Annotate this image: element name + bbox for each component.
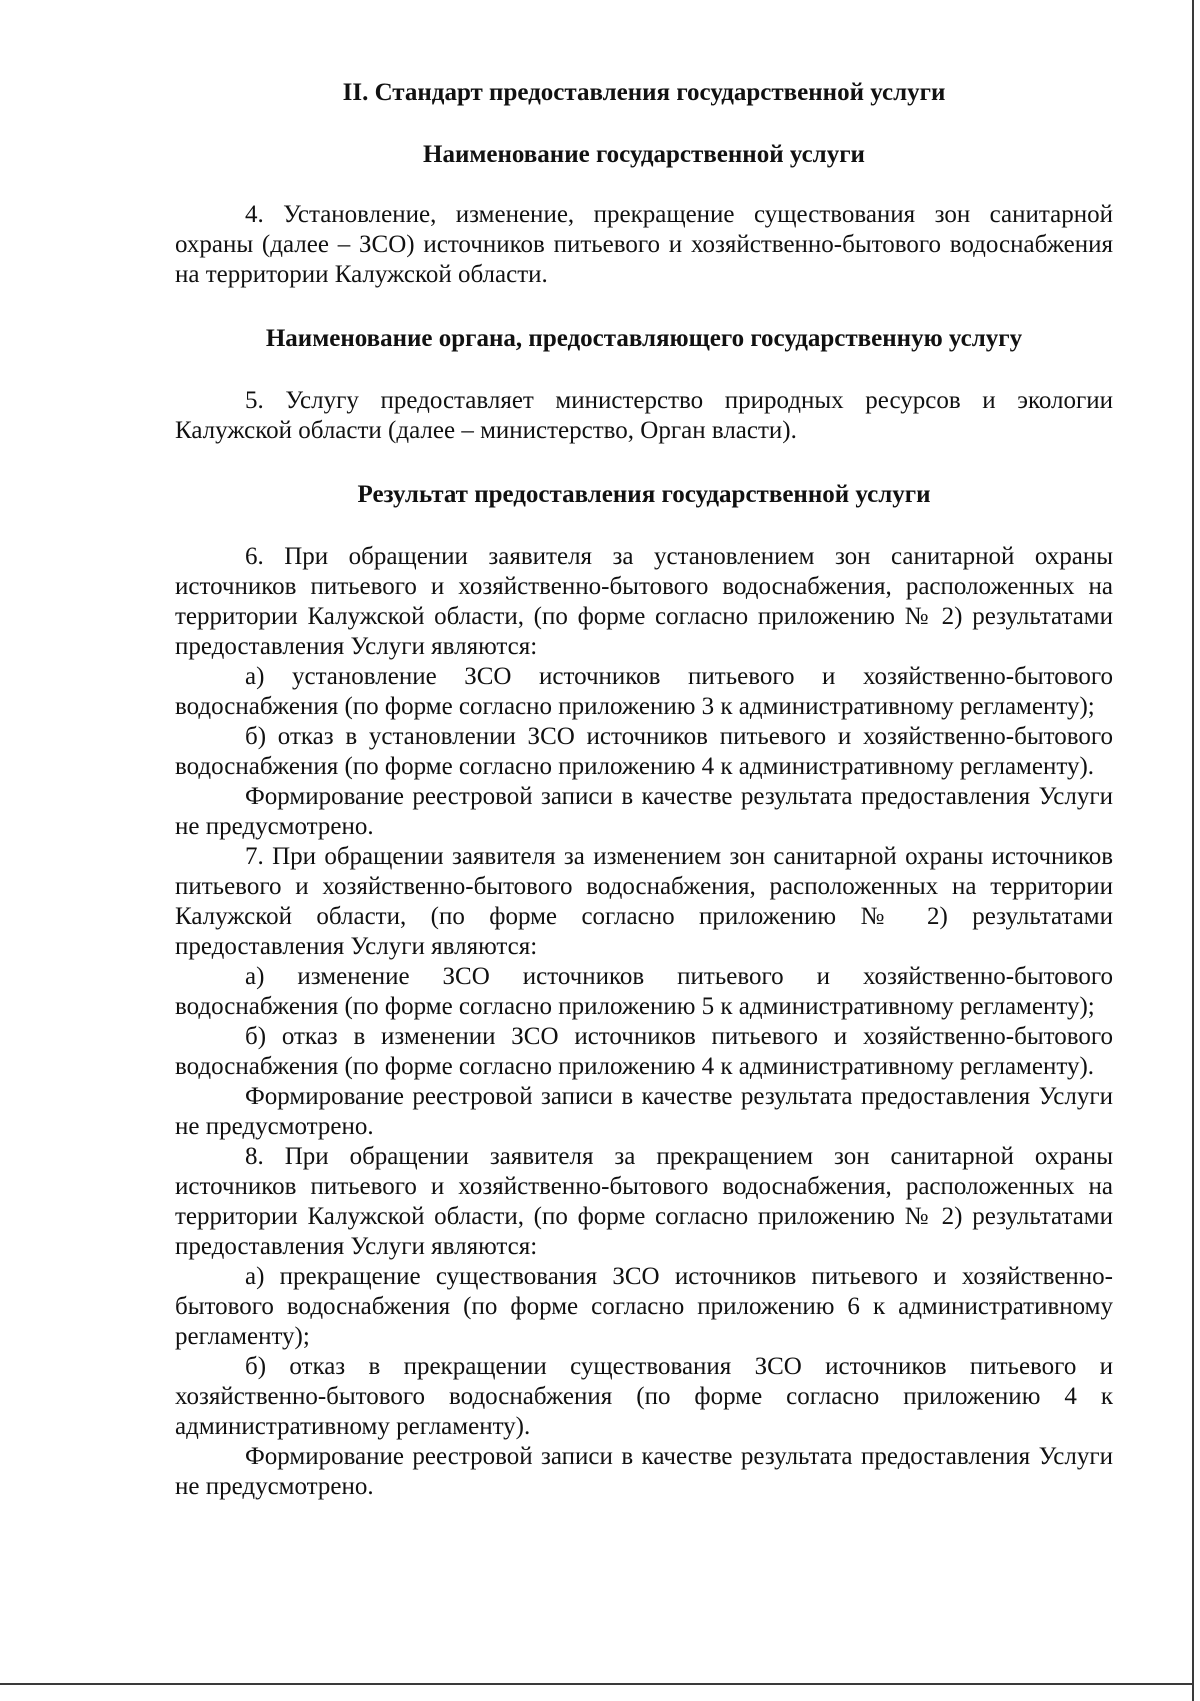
scan-border-right [1192, 0, 1194, 1701]
paragraph-6a: а) установление ЗСО источников питьевого и хозяйственно-бытового водоснабжения (по форме согласно приложению 3 к административному регламенту); [175, 663, 1113, 720]
paragraph-7-note: Формирование реестровой записи в качестве результата предоставления Услуги не предусмотрено. [175, 1083, 1113, 1140]
paragraph-7a: а) изменение ЗСО источников питьевого и хозяйственно-бытового водоснабжения (по форме согласно приложению 5 к административному регламенту); [175, 963, 1113, 1020]
paragraph-6b: б) отказ в установлении ЗСО источников питьевого и хозяйственно-бытового водоснабжения (по форме согласно приложению 4 к административному регламенту). [175, 723, 1113, 780]
paragraph-7: 7. При обращении заявителя за изменением зон санитарной охраны источников питьевого и хозяйственно-бытового водоснабжения, расположенных на территории Калужской области, (по форме согласно приложению № 2) результатами предоставления Услуги являются: [175, 843, 1113, 960]
scan-border-bottom [0, 1683, 1194, 1685]
paragraph-6: 6. При обращении заявителя за установлением зон санитарной охраны источников питьевого и хозяйственно-бытового водоснабжения, расположенных на территории Калужской области, (по форме согласно приложению № 2) результатами предоставления Услуги являются: [175, 543, 1113, 660]
heading-authority: Наименование органа, предоставляющего государственную услугу [265, 325, 1023, 352]
paragraph-7b: б) отказ в изменении ЗСО источников питьевого и хозяйственно-бытового водоснабжения (по форме согласно приложению 4 к административному регламенту). [175, 1023, 1113, 1080]
paragraph-4: 4. Установление, изменение, прекращение существования зон санитарной охраны (далее – ЗСО) источников питьевого и хозяйственно-бытового водоснабжения на территории Калужской области. [175, 201, 1113, 288]
heading-service-name: Наименование государственной услуги [423, 141, 865, 168]
paragraph-8-note: Формирование реестровой записи в качестве результата предоставления Услуги не предусмотрено. [175, 1443, 1113, 1500]
paragraph-6-note: Формирование реестровой записи в качестве результата предоставления Услуги не предусмотрено. [175, 783, 1113, 840]
paragraph-8b: б) отказ в прекращении существования ЗСО источников питьевого и хозяйственно-бытового водоснабжения (по форме согласно приложению 4 к административному регламенту). [175, 1353, 1113, 1440]
document-page [175, 78, 1113, 1502]
section-title: II. Стандарт предоставления государственной услуги [342, 79, 946, 106]
paragraph-5: 5. Услугу предоставляет министерство природных ресурсов и экологии Калужской области (далее – министерство, Орган власти). [175, 387, 1113, 444]
paragraph-8: 8. При обращении заявителя за прекращением зон санитарной охраны источников питьевого и хозяйственно-бытового водоснабжения, расположенных на территории Калужской области, (по форме согласно приложению № 2) результатами предоставления Услуги являются: [175, 1143, 1113, 1260]
paragraph-8a: а) прекращение существования ЗСО источников питьевого и хозяйственно-бытового водоснабжения (по форме согласно приложению 6 к административному регламенту); [175, 1263, 1113, 1350]
heading-result: Результат предоставления государственной услуги [357, 481, 931, 508]
